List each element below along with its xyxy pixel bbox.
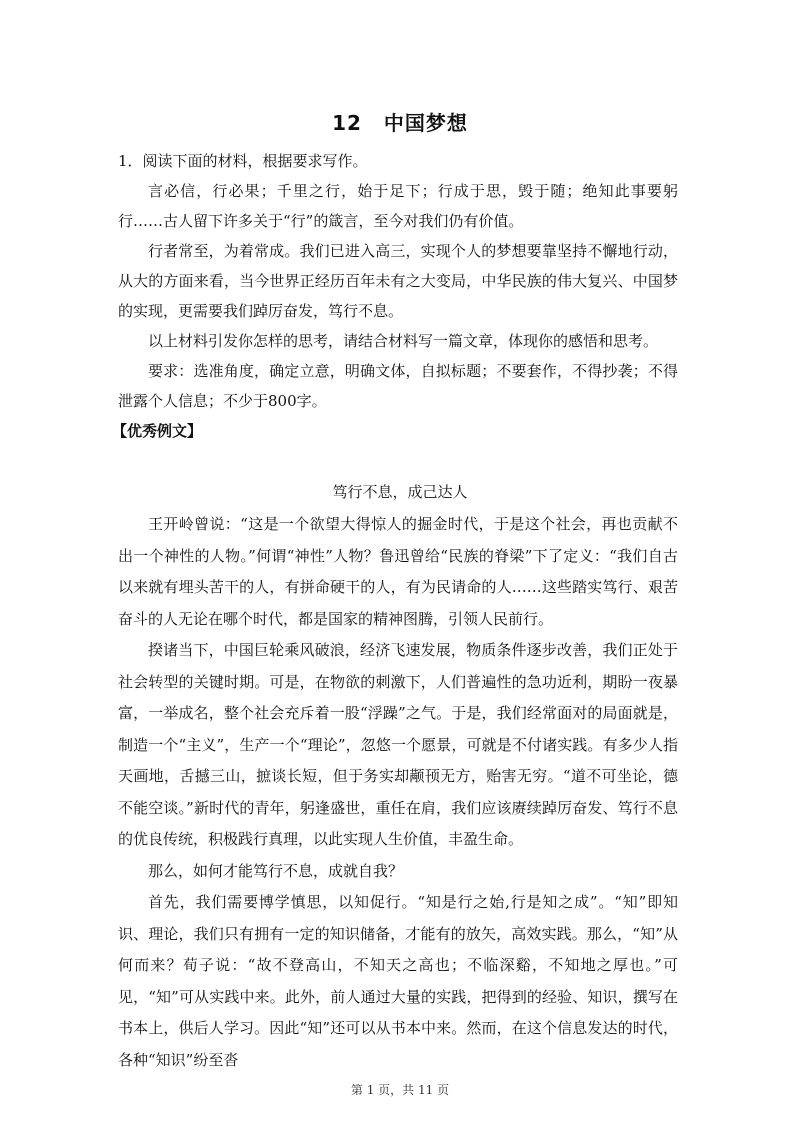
question-paragraph: 言必信，行必果；千里之行，始于足下；行成于思，毁于随；绝知此事要躬行……古人留下许多关于“行”的箴言，至今对我们仍有价值。 <box>118 182 678 230</box>
page-footer: 第 1 页，共 11 页 <box>350 1083 450 1097</box>
question-paragraph: 以上材料引发你怎样的思考，请结合材料写一篇文章，体现你的感悟和思考。 <box>148 332 659 350</box>
question-block <box>118 146 678 416</box>
essay-body <box>118 509 678 1076</box>
essay-paragraph: 王开岭曾说：“这是一个欲望大得惊人的掘金时代，于是这个社会，再也贡献不出一个神性的人物。”何谓“神性”人物？鲁迅曾给“民族的脊梁”下了定义：“我们自古以来就有埋头苦干的人，有拼命硬干的人，有为民请命的人……这些踏实笃行、艰苦奋斗的人无论在哪个时代，都是国家的精神图腾，引领人民前行。 <box>118 515 678 628</box>
essay-paragraph: 首先，我们需要博学慎思，以知促行。“知是行之始,行是知之成”。“知”即知识、理论，我们只有拥有一定的知识储备，才能有的放矢，高效实践。那么，“知”从何而来？荀子说：“故不登高山，不知天之高也；不临深谿，不知地之厚也。”可见，“知”可从实践中来。此外，前人通过大量的实践，把得到的经验、知识，撰写在书本上，供后人学习。因此“知”还可以从书本中来。然而，在这个信息发达的时代，各种“知识”纷至沓 <box>118 893 678 1069</box>
page-title <box>0 107 800 136</box>
question-paragraph: 要求：选准角度，确定立意，明确文体，自拟标题；不要套作，不得抄袭；不得泄露个人信息；不少于800字。 <box>118 362 678 410</box>
essay-paragraph: 那么，如何才能笃行不息，成就自我？ <box>148 861 404 880</box>
essay-title: 笃行不息，成己达人 <box>332 483 468 501</box>
essay-paragraph: 揆诸当下，中国巨轮乘风破浪，经济飞速发展，物质条件逐步改善，我们正处于社会转型的关键时期。可是，在物欲的刺激下，人们普遍性的急功近利，期盼一夜暴富，一举成名，整个社会充斥着一股“浮躁”之气。于是，我们经常面对的局面就是，制造一个“主义”，生产一个“理论”，忽悠一个愿景，可就是不付诸实践。有多少人指天画地，舌撼三山，摭谈长短，但于务实却颟顸无方，贻害无穷。“道不可坐论，德不能空谈。”新时代的青年，躬逢盛世，重任在肩，我们应该赓续踔厉奋发、笃行不息的优良传统，积极践行真理，以此实现人生价值，丰盈生命。 <box>118 641 678 848</box>
question-paragraph: 行者常至，为着常成。我们已进入高三，实现个人的梦想要靠坚持不懈地行动，从大的方面来看，当今世界正经历百年未有之大变局，中华民族的伟大复兴、中国梦的实现，更需要我们踔厉奋发，笃行不息。 <box>118 242 678 320</box>
lesson-number: 12 <box>332 111 362 135</box>
section-heading: 【优秀例文】 <box>112 422 203 440</box>
lesson-title: 中国梦想 <box>383 111 468 135</box>
question-prompt: 1．阅读下面的材料，根据要求写作。 <box>118 152 368 170</box>
